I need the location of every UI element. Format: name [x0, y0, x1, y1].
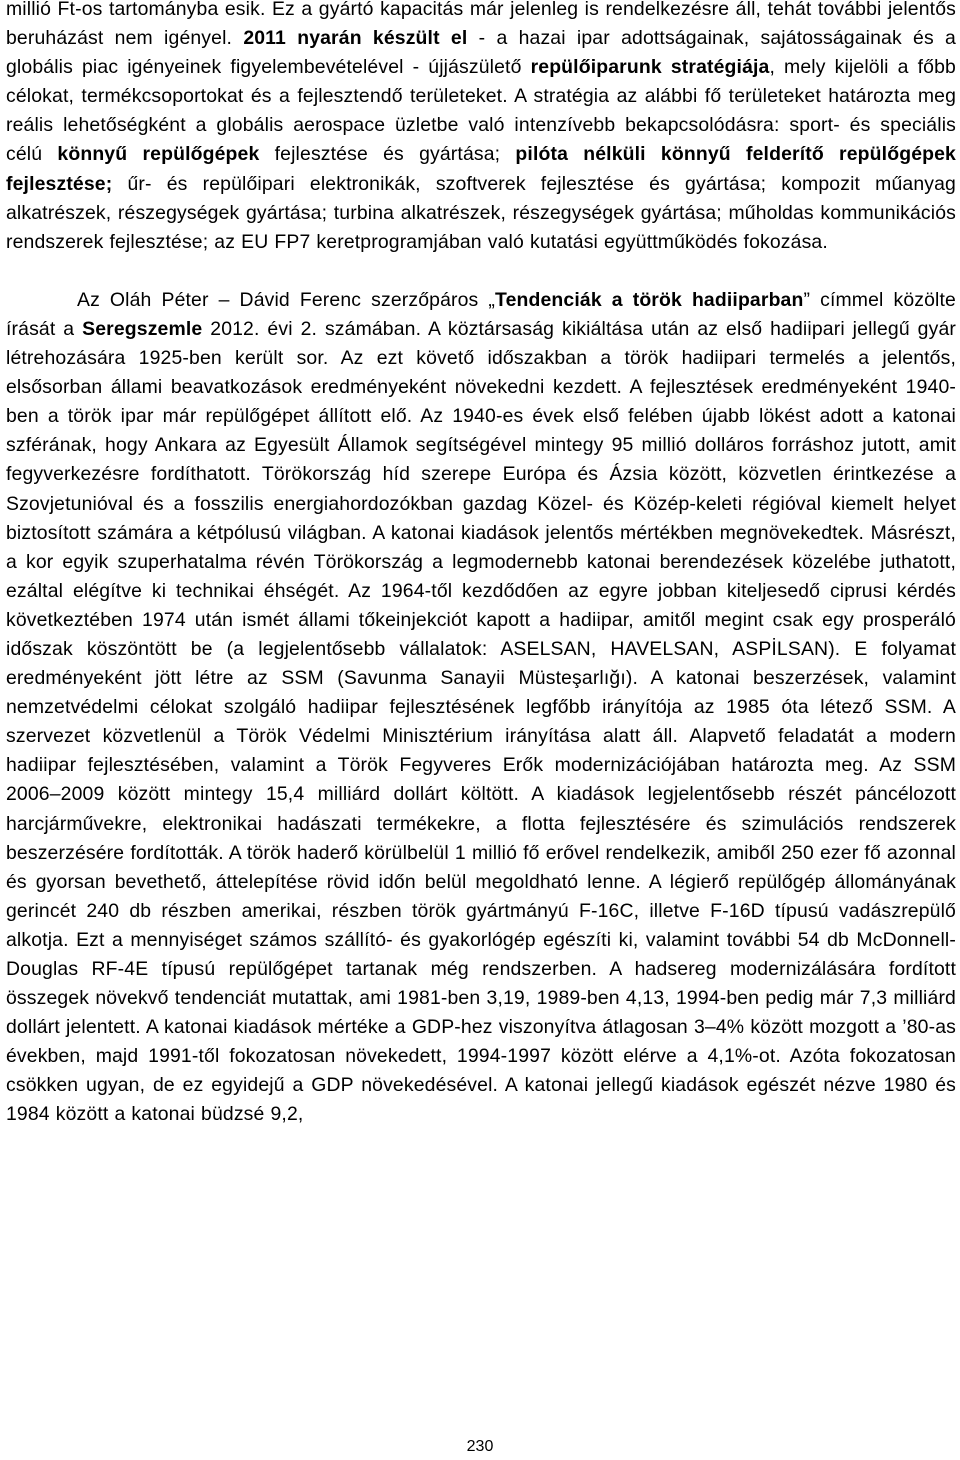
- text-span: - a hazai ipar adottságainak, sajátosságainak és a globális piac igényeinek figyelembevételével - újjászülető: [6, 27, 956, 79]
- bold-text: Seregszemle: [82, 317, 203, 340]
- page-number: 230: [466, 1438, 494, 1455]
- text-span: millió Ft-os tartományba esik. Ez a gyártó kapacitás már jelenleg is rendelkezésre áll, tehát további jelentős beruházást nem igényel.: [6, 0, 956, 50]
- paragraph-repuloipar-strategia: [6, 0, 956, 257]
- bold-text: repülőiparunk stratégiája: [530, 56, 770, 79]
- bold-text: pilóta nélküli könnyű felderítő repülőgépek fejlesztése;: [6, 143, 956, 195]
- text-span: , mely kijelöli a főbb célokat, termékcsoportokat és a fejlesztendő területeket. A stratégia az alábbi fő területeket határozta meg reális lehetőségként a globális aerospace üzletbe való intenzívebb bekapcsolódásra: sport- és speciális célú: [6, 56, 956, 166]
- bold-text: Tendenciák a török hadiiparban: [495, 288, 804, 311]
- paragraph-gap: [6, 257, 956, 286]
- bold-text: 2011 nyarán készült el: [243, 27, 468, 50]
- text-span: 2012. évi 2. számában. A köztársaság kikiáltása után az első hadiipari jellegű gyár létrehozására 1925-ben került sor. Az ezt követő időszakban a török hadiipari termelés a jelentős, elsősorban állami beavatkozások eredményeként növekedni kezdett. A fejlesztések eredményeként 1940-ben a török ipar már repülőgépet állított elő. Az 1940-es évek első felében újabb lökést adott a katonai szférának, hogy Ankara az Egyesült Államok segítségével mintegy 95 millió dolláros forráshoz jutott, amit fegyverkezésre fordíthatott. Törökország híd szerepe Európa és Ázsia között, közvetlen érintkezése a Szovjetunióval és a fosszilis energiahordozókban gazdag Közel- és Közép-keleti régióval kiemelt helyet biztosított számára a kétpólusú világban. A katonai kiadások jelentős mértékben megnövekedtek. Másrészt, a kor egyik szuperhatalma révén Törökország a legmodernebb katonai berendezések közelébe juthatott, ezáltal elégítve ki technikai éhségét. Az 1964-től kezdődően az egyre jobban kiteljesedő ciprusi kérdés következtében 1974 után ismét állami tőkeinjekciót kapott a hadiipar, amitől megint csak egy prosperáló időszak köszöntött be (a legjelentősebb vállalatok: ASELSAN, HAVELSAN, ASPİLSAN). E folyamat eredményeként jött létre az SSM (Savunma Sanayii Müsteşarlığı). A katonai beszerzések, valamint nemzetvédelmi célokat szolgáló hadiipar fejlesztésének legfőbb irányítója az 1985 óta létező SSM. A szervezet közvetlenül a Török Védelmi Minisztérium irányítása alatt áll. Alapvető feladatát a modern hadiipar fejlesztésében, valamint a Török Fegyveres Erők modernizációjában határozta meg. Az SSM 2006–2009 között mintegy 15,4 milliárd dollárt költött. A kiadások legjelentősebb részét páncélozott harcjárművekre, elektronikai hadászati termékekre, a flotta fejlesztésére és szimulációs rendszerek beszerzésére fordították. A török haderő körülbelül 1 millió fő erővel rendelkezik, amiből 250 ezer fő azonnal és gyorsan bevethető, áttelepítése rövid időn belül megoldható lenne. A légierő repülőgép állományának gerincét 240 db részben amerikai, részben török gyártmányú F-16C, illetve F-16D típusú vadászrepülő alkotja. Ezt a mennyiséget számos szállító- és gyakorlógép egészíti ki, valamint további 54 db McDonnell-Douglas RF-4E típusú repülőgépet tartanak még rendszerben. A hadsereg modernizálására fordított összegek növekvő tendenciát mutattak, ami 1981-ben 3,19, 1989-ben 4,13, 1994-ben pedig már 7,3 milliárd dollárt jelentett. A katonai kiadások mértéke a GDP-hez viszonyítva átlagosan 3–4% között mozgott a ’80-as években, majd 1991-től fokozatosan növekedett, 1994-1997 között elérve a 4,1%-ot. Azóta fokozatosan csökken ugyan, de ez egyidejű a GDP növekedésével. A katonai jellegű kiadások egészét nézve 1980 és 1984 között a katonai büdzsé 9,2,: [6, 317, 957, 1126]
- paragraph-torok-hadiipar: [6, 286, 956, 1130]
- text-span: űr- és repülőipari elektronikák, szoftverek fejlesztése és gyártása; kompozit műanyag alkatrészek, részegységek gyártása; turbina alkatrészek, részegységek gyártása; műholdas kommunikációs rendszerek fejlesztése; az EU FP7 keretprogramjában való kutatási együttműködés fokozása.: [6, 172, 956, 253]
- text-span: ” címmel közölte írását a: [6, 288, 956, 340]
- document-page: [6, 0, 956, 1130]
- bold-text: könnyű repülőgépek: [57, 143, 260, 166]
- text-span: fejlesztése és gyártása;: [259, 143, 516, 166]
- text-span: Az Oláh Péter – Dávid Ferenc szerzőpáros „: [77, 288, 496, 311]
